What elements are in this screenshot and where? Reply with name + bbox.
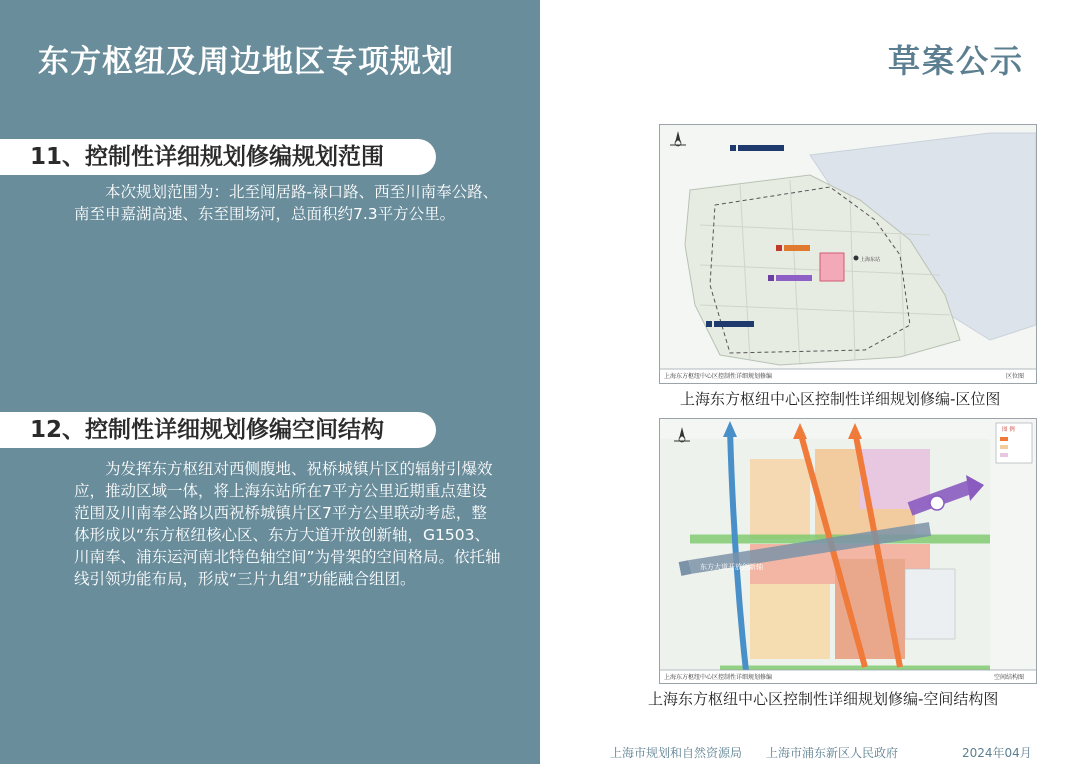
section-12-heading: 12、控制性详细规划修编空间结构 bbox=[0, 412, 436, 448]
location-map-corner-label: 区位图 bbox=[1006, 373, 1025, 380]
structure-map bbox=[659, 418, 1037, 684]
legend-title: 图 例 bbox=[1002, 427, 1015, 433]
status-title: 草案公示 bbox=[888, 42, 1025, 80]
section-12-body: 为发挥东方枢纽对西侧腹地、祝桥城镇片区的辐射引爆效应，推动区域一体，将上海东站所在7平方公里近期重点建设范围及川南奉公路以西祝桥城镇片区7平方公里联动考虑，整体形成以“东方枢纽核心区、东方大道开放创新轴，G1503、川南奉、浦东运河南北特色轴空间”为骨架的空间格局。依托轴线引领功能布局，形成“三片九组”功能融合组团。 bbox=[74, 460, 501, 588]
open-innovation-axis-label: 东方大道开放创新轴 bbox=[700, 563, 763, 571]
section-11-heading: 11、控制性详细规划修编规划范围 bbox=[0, 139, 436, 175]
structure-map-caption: 上海东方枢纽中心区控制性详细规划修编-空间结构图 bbox=[648, 690, 999, 708]
location-map bbox=[659, 124, 1037, 384]
main-title: 东方枢纽及周边地区专项规划 bbox=[38, 44, 454, 80]
footer-org-1: 上海市规划和自然资源局 bbox=[610, 746, 743, 760]
structure-map-drawing bbox=[660, 419, 1036, 683]
location-map-drawing bbox=[660, 125, 1036, 383]
location-map-caption: 上海东方枢纽中心区控制性详细规划修编-区位图 bbox=[680, 390, 1001, 408]
section-11-body: 本次规划范围为：北至闻居路-禄口路、西至川南奉公路、南至申嘉湖高速、东至围场河，总面积约7.3平方公里。 bbox=[74, 183, 499, 223]
structure-map-inner-title: 上海东方枢纽中心区控制性详细规划修编 bbox=[664, 674, 773, 681]
station-label: 上海东站 bbox=[860, 257, 881, 263]
footer-org-2: 上海市浦东新区人民政府 bbox=[766, 746, 899, 760]
structure-map-corner-label: 空间结构图 bbox=[994, 674, 1025, 681]
footer-date: 2024年04月 bbox=[962, 746, 1032, 760]
location-map-inner-title: 上海东方枢纽中心区控制性详细规划修编 bbox=[664, 373, 773, 380]
